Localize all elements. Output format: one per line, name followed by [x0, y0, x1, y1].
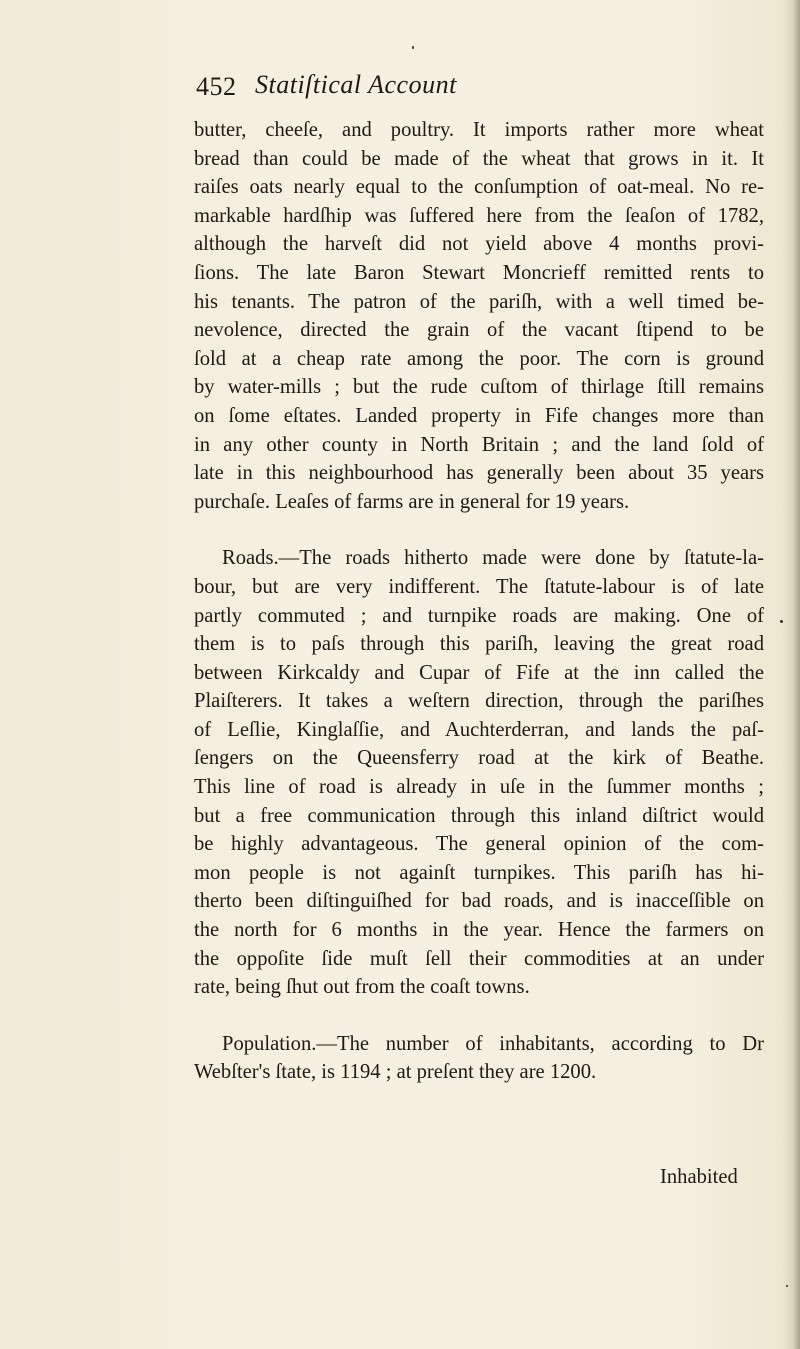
page-edge-shadow [782, 0, 800, 1349]
paper-speck [780, 620, 783, 623]
text-line: although the harveſt did not yield above 4 months provi- [194, 233, 764, 256]
text-line: late in this neighbourhood has generally been about 35 years [194, 462, 764, 485]
text-line: the oppoſite ſide muſt ſell their commodities at an under [194, 947, 764, 970]
text-line: on ſome eſtates. Landed property in Fife changes more than [194, 404, 764, 427]
text-line: but a free communication through this inland diſtrict would [194, 804, 764, 827]
text-line: bread than could be made of the wheat that grows in it. It [194, 147, 764, 170]
paragraph-roads [194, 544, 764, 1002]
text-line: of Leſlie, Kinglaſſie, and Auchterderran, and lands the paſ- [194, 718, 764, 741]
text-line: Plaiſterers. It takes a weſtern direction, through the pariſhes [194, 690, 764, 713]
text-line: be highly advantageous. The general opinion of the com- [194, 833, 764, 856]
text-line: nevolence, directed the grain of the vacant ſtipend to be [194, 319, 764, 342]
paragraph-population [194, 1030, 764, 1087]
text-line: Population.—The number of inhabitants, according to Dr [222, 1032, 764, 1055]
text-line: partly commuted ; and turnpike roads are making. One of [194, 604, 764, 627]
text-line: bour, but are very indifferent. The ſtatute-labour is of late [194, 575, 764, 598]
paper-speck [412, 46, 414, 49]
text-line: between Kirkcaldy and Cupar of Fife at the inn called the [194, 661, 764, 684]
text-line: them is to paſs through this pariſh, leaving the great road [194, 633, 764, 656]
text-line: Roads.—The roads hitherto made were done by ſtatute-la- [222, 547, 764, 570]
paragraph-gap [194, 516, 764, 544]
text-line: rate, being ſhut out from the coaſt towns. [194, 976, 530, 999]
text-line: ſold at a cheap rate among the poor. The corn is ground [194, 347, 764, 370]
body-text [194, 116, 764, 1087]
text-line: Webſter's ſtate, is 1194 ; at preſent they are 1200. [194, 1061, 597, 1084]
text-line: markable hardſhip was ſuffered here from the ſeaſon of 1782, [194, 204, 764, 227]
catchword: Inhabited [660, 1166, 738, 1188]
text-line: ſions. The late Baron Stewart Moncrieff remitted rents to [194, 261, 764, 284]
text-line: purchaſe. Leaſes of farms are in general for 19 years. [194, 490, 630, 513]
text-line: This line of road is already in uſe in the ſummer months ; [194, 776, 764, 799]
text-line: raiſes oats nearly equal to the conſumption of oat-meal. No re- [194, 176, 764, 199]
paragraph-agriculture [194, 116, 764, 516]
page-number: 452 [196, 72, 237, 101]
text-line: ſengers on the Queensferry road at the kirk of Beathe. [194, 747, 764, 770]
paragraph-gap [194, 1002, 764, 1030]
text-line: his tenants. The patron of the pariſh, with a well timed be- [194, 290, 764, 313]
text-line: mon people is not againſt turnpikes. This pariſh has hi- [194, 861, 764, 884]
text-line: by water-mills ; but the rude cuſtom of thirlage ſtill remains [194, 376, 764, 399]
text-line: butter, cheeſe, and poultry. It imports rather more wheat [194, 119, 764, 141]
text-line: therto been diſtinguiſhed for bad roads, and is inacceſſible on [194, 890, 764, 913]
text-line: in any other county in North Britain ; and the land ſold of [194, 433, 764, 456]
text-line: the north for 6 months in the year. Hence the farmers on [194, 919, 764, 942]
running-title: Statiſtical Account [255, 70, 457, 99]
paper-speck [786, 1285, 788, 1287]
